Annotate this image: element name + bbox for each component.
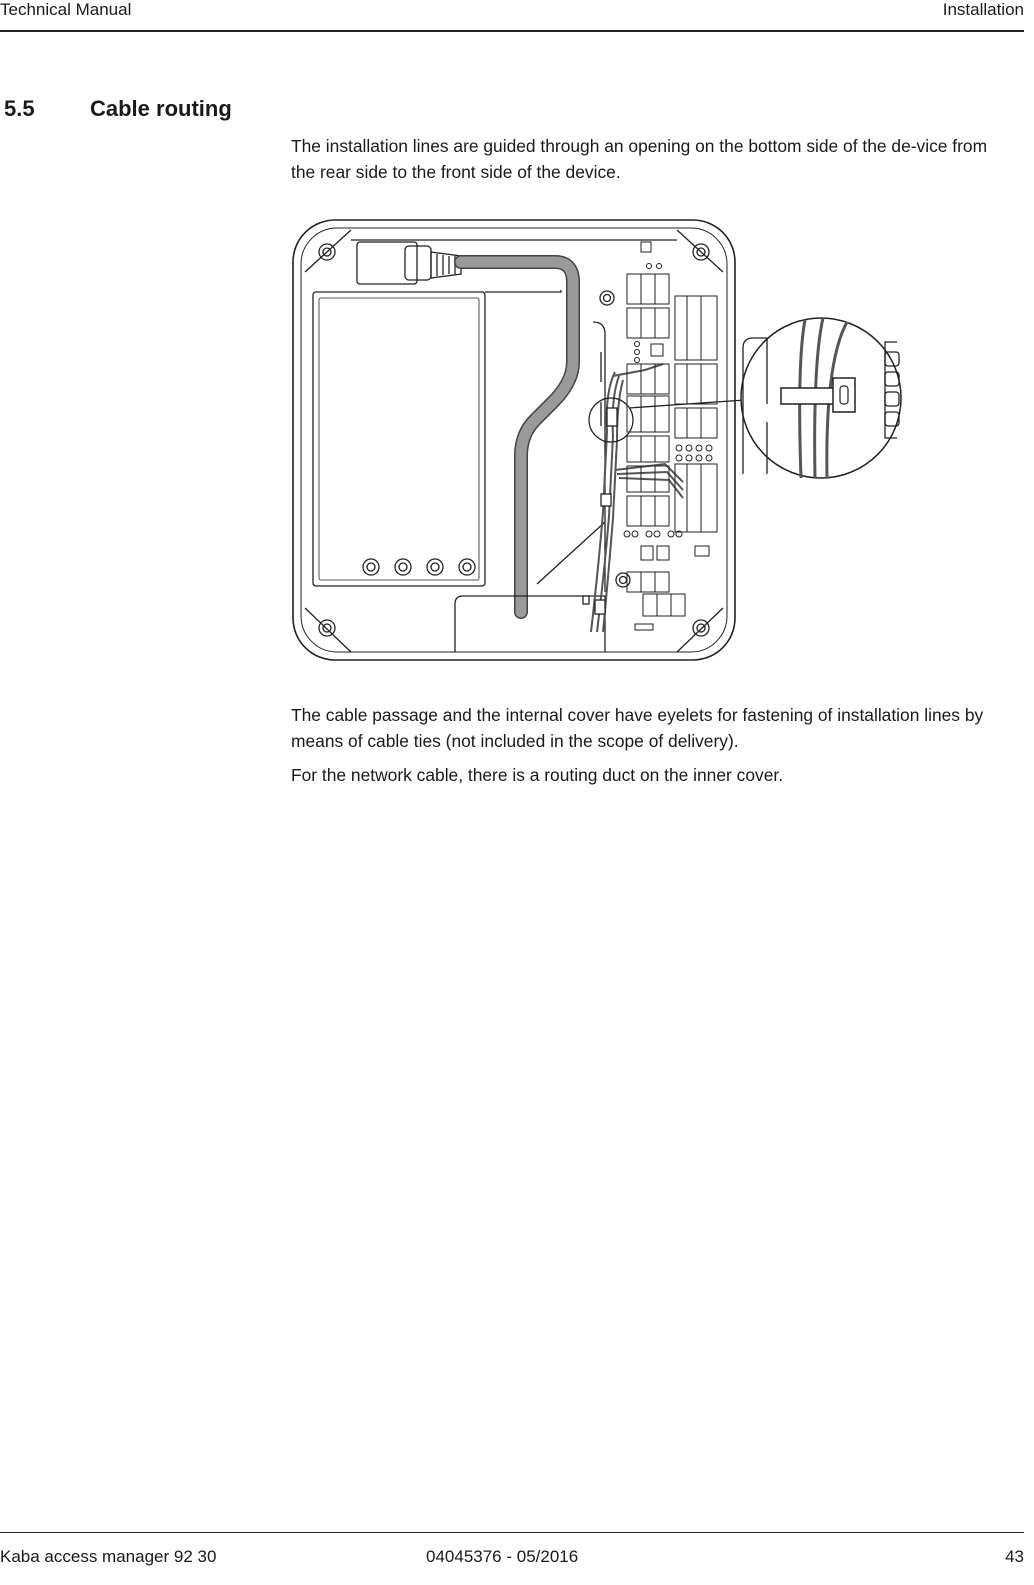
- magnified-detail: [741, 318, 901, 478]
- section-number: 5.5: [4, 96, 35, 121]
- footer-page-number: 43: [1005, 1547, 1024, 1566]
- network-connector: [357, 242, 461, 284]
- header-doc-title: Technical Manual: [0, 0, 132, 19]
- footer-product: Kaba access manager 92 30: [0, 1547, 217, 1566]
- intro-paragraph: The installation lines are guided through an opening on the bottom side of the de-vice from the rear side to the front side of the device.: [291, 136, 988, 182]
- header-chapter: Installation: [942, 0, 1024, 19]
- network-paragraph: For the network cable, there is a routing duct on the inner cover.: [291, 765, 784, 785]
- footer-doc-number: 04045376 - 05/2016: [426, 1547, 579, 1566]
- eyelets-paragraph: The cable passage and the internal cover have eyelets for fastening of installation lines by means of cable ties (not included in the scope of delivery).: [291, 705, 984, 751]
- cable-routing-figure: [285, 212, 905, 670]
- footer-rule: [0, 1532, 1024, 1533]
- terminal-blocks: [624, 242, 717, 630]
- cover-screws: [363, 559, 475, 575]
- section-title: Cable routing: [90, 96, 232, 121]
- inner-cover: [313, 292, 485, 586]
- header-rule: [0, 30, 1024, 32]
